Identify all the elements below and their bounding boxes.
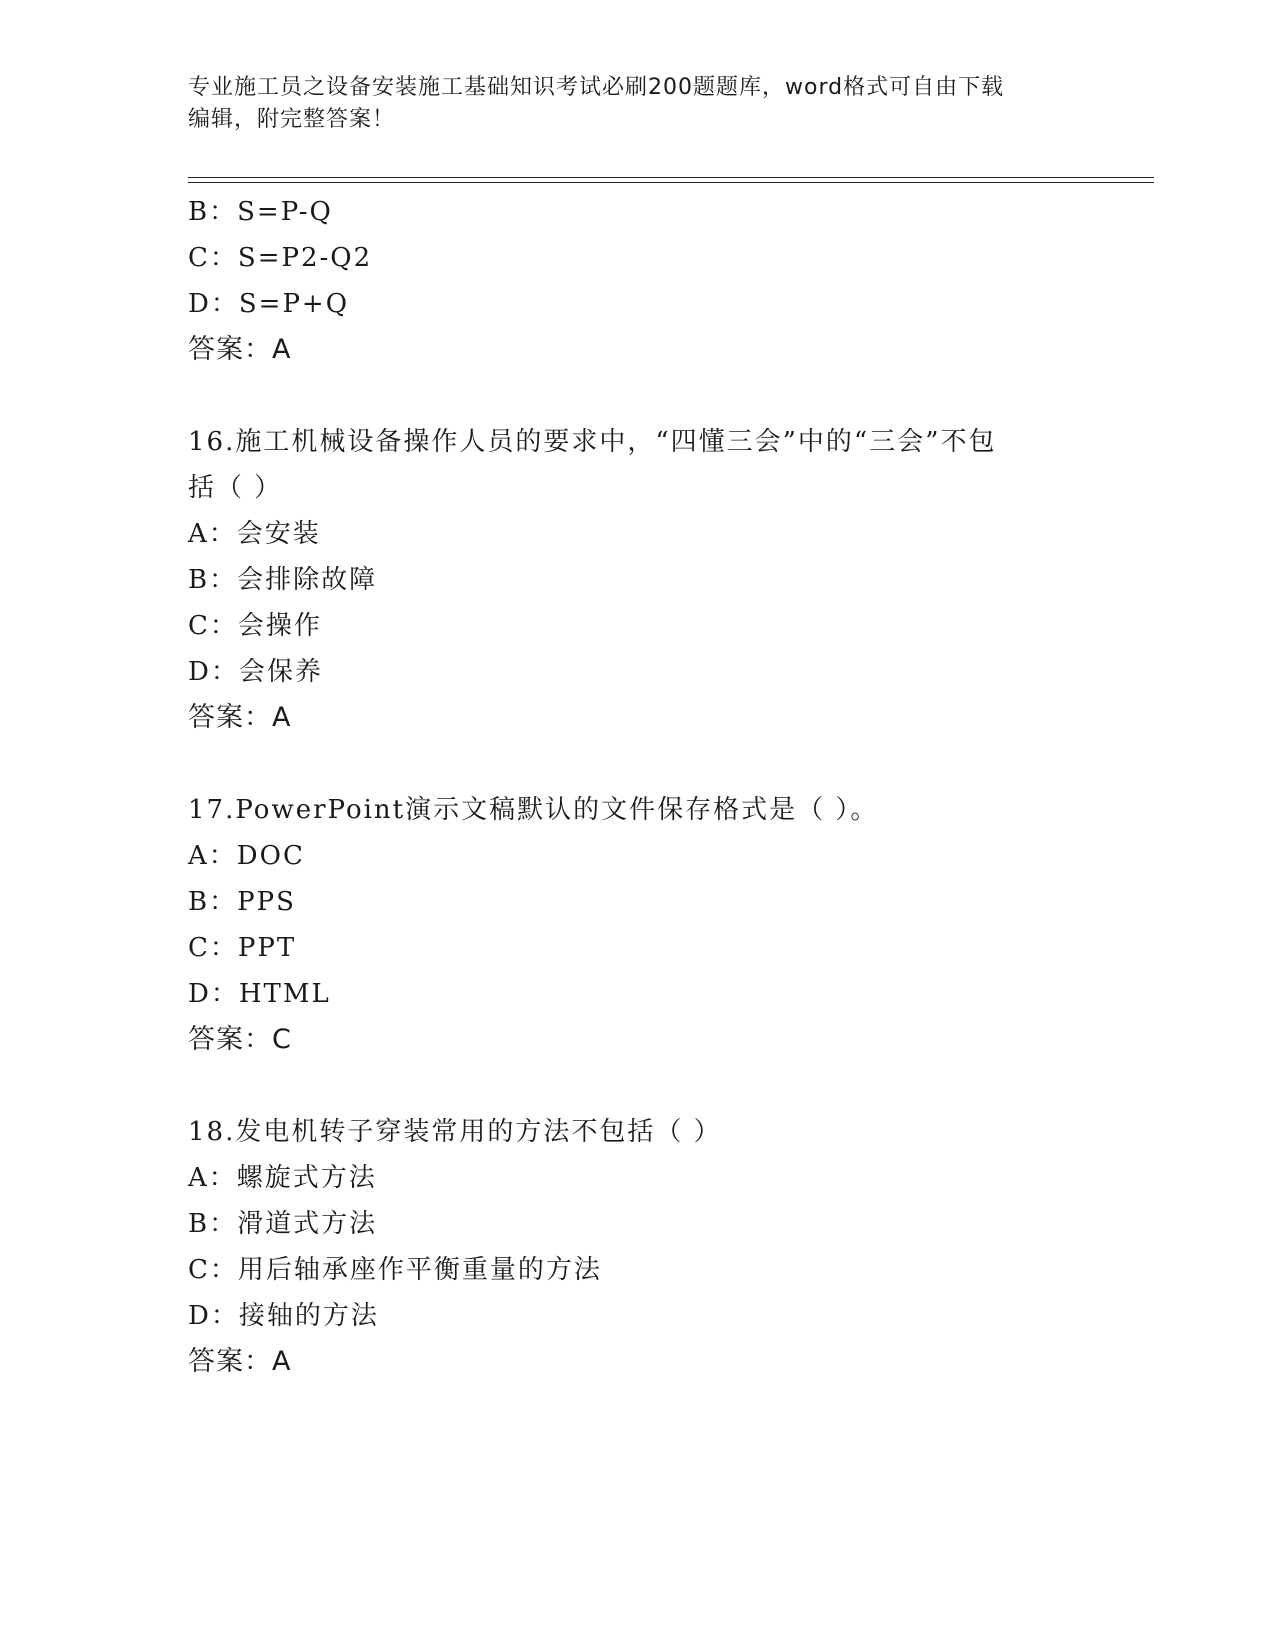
q17-option-d: D：HTML xyxy=(188,979,331,1009)
spacer xyxy=(188,373,1088,419)
header-divider-bottom xyxy=(188,182,1154,183)
q18-option-a: A：螺旋式方法 xyxy=(188,1163,377,1193)
q18-option-d: D：接轴的方法 xyxy=(188,1301,379,1331)
q18-option-c: C：用后轴承座作平衡重量的方法 xyxy=(188,1255,602,1285)
q17-option-b: B：PPS xyxy=(188,887,296,917)
header-divider-top xyxy=(188,177,1154,178)
question-list xyxy=(188,189,1088,1385)
q16-stem-line-2: 括（ ） xyxy=(188,473,283,503)
q15-option-c: C：S=P2-Q2 xyxy=(188,243,373,273)
spacer xyxy=(188,741,1088,787)
q17-option-c: C：PPT xyxy=(188,933,297,963)
q18-option-b: B：滑道式方法 xyxy=(188,1209,378,1239)
q16-option-c: C：会操作 xyxy=(188,611,322,641)
q18-stem: 18.发电机转子穿装常用的方法不包括（ ） xyxy=(188,1117,722,1147)
q16-option-a: A：会安装 xyxy=(188,519,321,549)
spacer xyxy=(188,1063,1088,1109)
q17-answer: 答案：C xyxy=(188,1024,292,1055)
q15-option-b: B：S=P-Q xyxy=(188,197,333,227)
q18-answer: 答案：A xyxy=(188,1346,292,1377)
q17-option-a: A：DOC xyxy=(188,841,305,871)
header-line-1: 专业施工员之设备安装施工基础知识考试必刷200题题库，word格式可自由下载 xyxy=(188,75,1005,100)
header-line-2: 编辑，附完整答案！ xyxy=(188,107,396,132)
q16-stem-line-1: 16.施工机械设备操作人员的要求中，“四懂三会”中的“三会”不包 xyxy=(188,427,997,457)
q15-answer: 答案：A xyxy=(188,334,292,365)
q17-stem: 17.PowerPoint演示文稿默认的文件保存格式是（ ）。 xyxy=(188,795,879,825)
document-header xyxy=(188,72,1088,136)
q16-answer: 答案：A xyxy=(188,702,292,733)
q16-option-d: D：会保养 xyxy=(188,657,323,687)
q16-option-b: B：会排除故障 xyxy=(188,565,378,595)
q15-option-d: D：S=P+Q xyxy=(188,289,350,319)
